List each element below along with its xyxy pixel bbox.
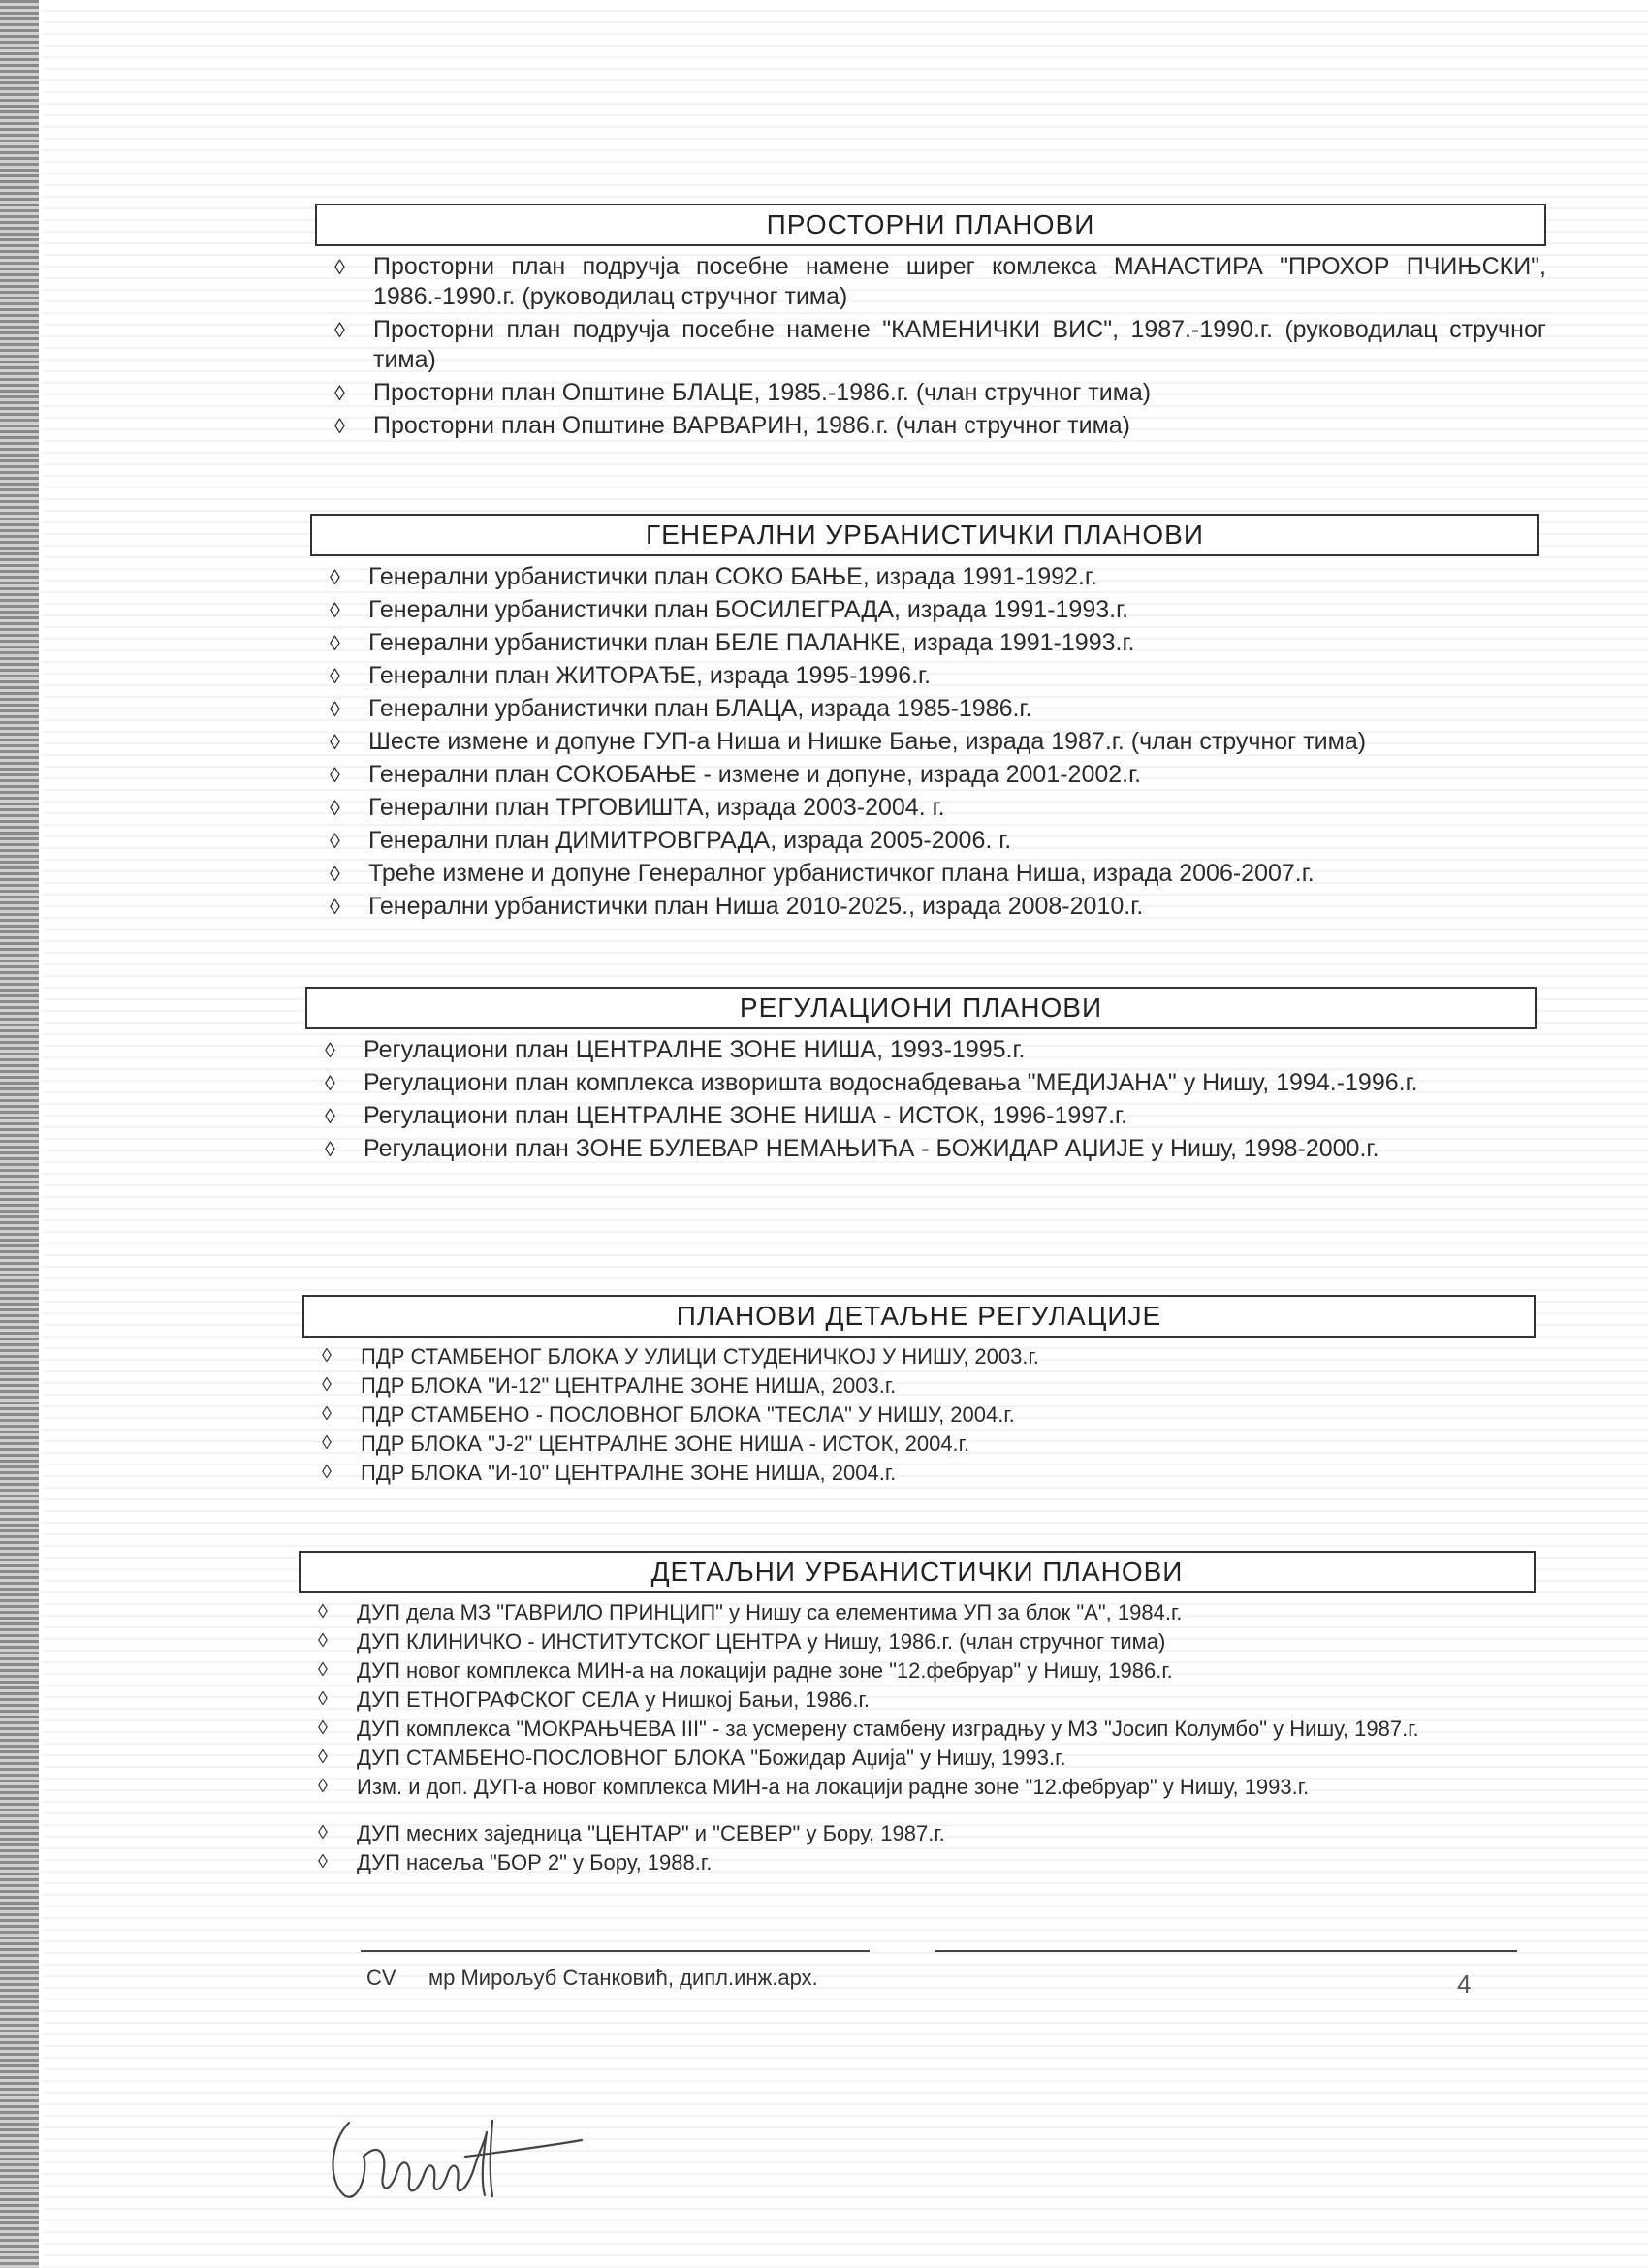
diamond-bullet-icon: ◊: [334, 381, 345, 405]
list-item: ◊ Изм. и доп. ДУП-а новог комплекса МИН-а на локацији радне зоне "12.фебруар" у Нишу, 1993.г.: [318, 1775, 1310, 1799]
list-item: ◊ Генерални план ДИМИТРОВГРАДА, израда 2005-2006. г.: [330, 827, 1012, 854]
list-item: ◊ ДУП месних заједница "ЦЕНТАР" и "СЕВЕР" у Бору, 1987.г.: [318, 1821, 945, 1845]
footer-rule-left: [361, 1950, 870, 1952]
list-item: ◊ Просторни план Општине БЛАЦЕ, 1985.-1986.г. (члан стручног тима): [334, 379, 1152, 406]
list-item: ◊ Регулациони план ЦЕНТРАЛНЕ ЗОНЕ НИША, 1993-1995.г.: [325, 1036, 1026, 1063]
section-header: ДЕТАЉНИ УРБАНИСТИЧКИ ПЛАНОВИ: [299, 1551, 1536, 1593]
diamond-bullet-icon: ◊: [318, 1776, 328, 1797]
scan-edge: [0, 0, 39, 2268]
list-item: ◊ ПДР БЛОКА "И-10" ЦЕНТРАЛНЕ ЗОНЕ НИША, 2004.г.: [322, 1461, 897, 1485]
diamond-bullet-icon: ◊: [322, 1345, 332, 1367]
list-item: ◊ Шесте измене и допуне ГУП-а Ниша и Нишке Бање, израда 1987.г. (члан стручног тима): [330, 728, 1367, 755]
handwritten-signature: [320, 2103, 611, 2224]
diamond-bullet-icon: ◊: [318, 1822, 328, 1843]
diamond-bullet-icon: ◊: [325, 1038, 335, 1062]
footer-author: мр Мирољуб Станковић, дипл.инж.арх.: [428, 1966, 818, 1990]
list-item: ◊ ДУП СТАМБЕНО-ПОСЛОВНОГ БЛОКА "Божидар Аџија" у Нишу, 1993.г.: [318, 1746, 1066, 1770]
list-gap: [299, 1803, 1536, 1820]
list-item: ◊ ПДР БЛОКА "И-12" ЦЕНТРАЛНЕ ЗОНЕ НИША, 2003.г.: [322, 1373, 897, 1398]
diamond-bullet-icon: ◊: [325, 1104, 335, 1128]
list-item: ◊ Просторни план подручја посебне намене ширег комлекса МАНАСТИРА "ПРОХОР ПЧИЊСКИ", 1986.-1990.г. (руководилац стручног тима): [334, 253, 1546, 310]
diamond-bullet-icon: ◊: [330, 763, 340, 787]
list-item: ◊ Регулациони план ЗОНЕ БУЛЕВАР НЕМАЊИЋА - БОЖИДАР АЏИЈЕ у Нишу, 1998-2000.г.: [325, 1135, 1379, 1162]
list-item: ◊ ДУП насеља "БОР 2" у Бору, 1988.г.: [318, 1850, 713, 1874]
diamond-bullet-icon: ◊: [318, 1747, 328, 1768]
diamond-bullet-icon: ◊: [322, 1462, 332, 1483]
diamond-bullet-icon: ◊: [330, 895, 340, 919]
diamond-bullet-icon: ◊: [330, 697, 340, 721]
list-item: ◊ ПДР СТАМБЕНОГ БЛОКА У УЛИЦИ СТУДЕНИЧКОЈ У НИШУ, 2003.г.: [322, 1344, 1039, 1369]
diamond-bullet-icon: ◊: [334, 318, 345, 342]
diamond-bullet-icon: ◊: [330, 631, 340, 655]
list-item: ◊ Регулациони план ЦЕНТРАЛНЕ ЗОНЕ НИША - ИСТОК, 1996-1997.г.: [325, 1102, 1128, 1129]
list-item: ◊ ДУП ЕТНОГРАФСКОГ СЕЛА у Нишкој Бањи, 1986.г.: [318, 1687, 870, 1712]
item-list: [302, 1343, 1536, 1486]
list-item: ◊ Генерални урбанистички план БОСИЛЕГРАДА, израда 1991-1993.г.: [330, 596, 1129, 623]
section-header: РЕГУЛАЦИОНИ ПЛАНОВИ: [305, 987, 1537, 1029]
list-item: ◊ ДУП новог комплекса МИН-а на локацији радне зоне "12.фебруар" у Нишу, 1986.г.: [318, 1658, 1173, 1683]
diamond-bullet-icon: ◊: [318, 1717, 328, 1739]
item-list: [299, 1599, 1536, 1800]
list-item: ◊ Генерални план СОКОБАЊЕ - измене и допуне, израда 2001-2002.г.: [330, 761, 1142, 788]
diamond-bullet-icon: ◊: [325, 1137, 335, 1161]
list-item: ◊ ДУП КЛИНИЧКО - ИНСТИТУТСКОГ ЦЕНТРА у Нишу, 1986.г. (члан стручног тима): [318, 1629, 1166, 1654]
item-list: [305, 1035, 1537, 1164]
section-spatial-plans: [315, 204, 1546, 444]
diamond-bullet-icon: ◊: [334, 255, 345, 279]
diamond-bullet-icon: ◊: [330, 829, 340, 853]
item-list-extra: [299, 1820, 1536, 1875]
list-item: ◊ ПДР СТАМБЕНО - ПОСЛОВНОГ БЛОКА "ТЕСЛА" У НИШУ, 2004.г.: [322, 1402, 1015, 1427]
list-item: ◊ Генерални план ЖИТОРАЂЕ, израда 1995-1996.г.: [330, 662, 932, 689]
list-item: ◊ Генерални план ТРГОВИШТА, израда 2003-2004. г.: [330, 794, 945, 821]
diamond-bullet-icon: ◊: [318, 1659, 328, 1681]
list-item: ◊ Просторни план подручја посебне намене "КАМЕНИЧКИ ВИС", 1987.-1990.г. (руководилац стручног тима): [334, 316, 1546, 373]
section-detailed-regulation-plans: [302, 1295, 1536, 1489]
list-item: ◊ Регулациони план комплекса изворишта водоснабдевања "МЕДИЈАНА" у Нишу, 1994.-1996.г.: [325, 1069, 1418, 1096]
diamond-bullet-icon: ◊: [318, 1851, 328, 1873]
list-item: ◊ Треће измене и допуне Генералног урбанистичког плана Ниша, израда 2006-2007.г.: [330, 860, 1315, 887]
diamond-bullet-icon: ◊: [318, 1601, 328, 1622]
list-item: ◊ Генерални урбанистички план БЕЛЕ ПАЛАНКЕ, израда 1991-1993.г.: [330, 629, 1135, 656]
section-header: ПРОСТОРНИ ПЛАНОВИ: [315, 204, 1546, 246]
diamond-bullet-icon: ◊: [318, 1630, 328, 1652]
diamond-bullet-icon: ◊: [330, 598, 340, 622]
section-detailed-urban-plans: [299, 1551, 1536, 1878]
diamond-bullet-icon: ◊: [322, 1374, 332, 1396]
list-item: ◊ Просторни план Општине ВАРВАРИН, 1986.г. (члан стручног тима): [334, 412, 1130, 439]
footer-rule-right: [935, 1950, 1517, 1952]
diamond-bullet-icon: ◊: [330, 796, 340, 820]
list-item: ◊ Генерални урбанистички план БЛАЦА, израда 1985-1986.г.: [330, 695, 1032, 722]
diamond-bullet-icon: ◊: [322, 1403, 332, 1425]
diamond-bullet-icon: ◊: [318, 1688, 328, 1710]
list-item: ◊ ПДР БЛОКА "Ј-2" ЦЕНТРАЛНЕ ЗОНЕ НИША - ИСТОК, 2004.г.: [322, 1432, 970, 1456]
diamond-bullet-icon: ◊: [325, 1071, 335, 1095]
diamond-bullet-icon: ◊: [330, 862, 340, 886]
item-list: [310, 562, 1539, 922]
section-regulation-plans: [305, 987, 1537, 1167]
list-item: ◊ Генерални урбанистички план Ниша 2010-2025., израда 2008-2010.г.: [330, 893, 1144, 920]
diamond-bullet-icon: ◊: [330, 730, 340, 754]
diamond-bullet-icon: ◊: [322, 1433, 332, 1454]
diamond-bullet-icon: ◊: [334, 414, 345, 438]
item-list: [315, 252, 1546, 441]
page-number: 4: [1457, 1969, 1472, 1999]
list-item: ◊ ДУП дела МЗ "ГАВРИЛО ПРИНЦИП" у Нишу са елементима УП за блок "А", 1984.г.: [318, 1600, 1183, 1624]
footer-cv-label: CV: [366, 1966, 396, 1990]
section-header: ГЕНЕРАЛНИ УРБАНИСТИЧКИ ПЛАНОВИ: [310, 514, 1539, 556]
diamond-bullet-icon: ◊: [330, 565, 340, 589]
list-item: ◊ ДУП комплекса "МОКРАЊЧЕВА III" - за усмерену стамбену изградњу у МЗ "Јосип Колумбо" у Нишу, 1987.г.: [318, 1717, 1419, 1741]
section-general-urban-plans: [310, 514, 1539, 925]
list-item: ◊ Генерални урбанистички план СОКО БАЊЕ, израда 1991-1992.г.: [330, 563, 1097, 590]
section-header: ПЛАНОВИ ДЕТАЉНЕ РЕГУЛАЦИЈЕ: [302, 1295, 1536, 1338]
diamond-bullet-icon: ◊: [330, 664, 340, 688]
